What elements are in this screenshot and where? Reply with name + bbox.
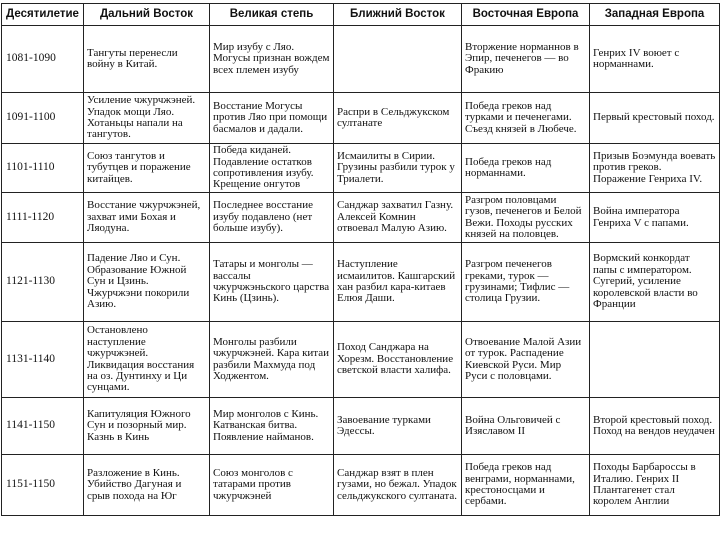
near-east-cell: Распри в Сельджукском султанате (334, 93, 462, 144)
far-east-cell: Остановлено наступление чжурчжэней. Ликвидация восстания на оз. Дунтинху и Ци сунцами. (84, 322, 210, 398)
eastern-europe-cell: Победа греков над турками и печенегами. Съезд князей в Любече. (462, 93, 590, 144)
western-europe-cell: Походы Барбароссы в Италию. Генрих II Плантагенет стал королем Англии (590, 455, 720, 516)
great-steppe-cell: Мир изубу с Ляо. Могусы признан вождем всех племен изубу (210, 26, 334, 93)
decade-cell: 1151-1150 (2, 455, 84, 516)
table-row (2, 398, 720, 455)
far-east-cell: Восстание чжурчжэней, захват ими Бохая и Ляодуна. (84, 193, 210, 243)
table-row (2, 26, 720, 93)
great-steppe-cell: Последнее восстание изубу подавлено (нет больше изубу). (210, 193, 334, 243)
great-steppe-cell: Победа киданей. Подавление остатков сопротивления изубу. Крещение онгутов (210, 144, 334, 193)
header-great-steppe: Великая степь (210, 4, 334, 26)
decade-cell: 1091-1100 (2, 93, 84, 144)
great-steppe-cell: Мир монголов с Кинь. Катванская битва. Появление найманов. (210, 398, 334, 455)
near-east-cell (334, 26, 462, 93)
eastern-europe-cell: Победа греков над венграми, норманнами, крестоносцами и сербами. (462, 455, 590, 516)
decade-cell: 1131-1140 (2, 322, 84, 398)
western-europe-cell: Призыв Боэмунда воевать против греков. Поражение Генриха IV. (590, 144, 720, 193)
far-east-cell: Разложение в Кинь. Убийство Дагуная и срыв похода на Юг (84, 455, 210, 516)
decade-cell: 1081-1090 (2, 26, 84, 93)
far-east-cell: Капитуляция Южного Сун и позорный мир. Казнь в Кинь (84, 398, 210, 455)
decade-cell: 1141-1150 (2, 398, 84, 455)
near-east-cell: Наступление исмаилитов. Кашгарский хан разбил кара-китаев Елюя Даши. (334, 243, 462, 322)
eastern-europe-cell: Победа греков над норманнами. (462, 144, 590, 193)
decade-cell: 1111-1120 (2, 193, 84, 243)
great-steppe-cell: Союз монголов с татарами против чжурчжэней (210, 455, 334, 516)
table-row (2, 193, 720, 243)
near-east-cell: Санджар захватил Газну. Алексей Комнин отвоевал Малую Азию. (334, 193, 462, 243)
far-east-cell: Усиление чжурчжэней. Упадок мощи Ляо. Хотаньцы напали на тангутов. (84, 93, 210, 144)
western-europe-cell (590, 322, 720, 398)
header-near-east: Ближний Восток (334, 4, 462, 26)
decade-cell: 1121-1130 (2, 243, 84, 322)
eastern-europe-cell: Отвоевание Малой Азии от турок. Распадение Киевской Руси. Мир Руси с половцами. (462, 322, 590, 398)
eastern-europe-cell: Война Ольговичей с Изяславом II (462, 398, 590, 455)
western-europe-cell: Первый крестовый поход. (590, 93, 720, 144)
table-row (2, 144, 720, 193)
table-row (2, 243, 720, 322)
header-row (2, 4, 720, 26)
eastern-europe-cell: Разгром половцами гузов, печенегов и Белой Вежи. Походы русских князей на половцев. (462, 193, 590, 243)
header-far-east: Дальний Восток (84, 4, 210, 26)
table-row (2, 455, 720, 516)
near-east-cell: Поход Санджара на Хорезм. Восстановление светской власти халифа. (334, 322, 462, 398)
far-east-cell: Союз тангутов и тубутцев и поражение китайцев. (84, 144, 210, 193)
table-row (2, 93, 720, 144)
header-decade: Десятилетие (2, 4, 84, 26)
western-europe-cell: Война императора Генриха V с папами. (590, 193, 720, 243)
table-row (2, 322, 720, 398)
header-eastern-europe: Восточная Европа (462, 4, 590, 26)
history-table (1, 3, 720, 516)
far-east-cell: Падение Ляо и Сун. Образование Южной Сун и Цзинь. Чжурчжэни покорили Азию. (84, 243, 210, 322)
great-steppe-cell: Монголы разбили чжурчжэней. Кара китаи разбили Махмуда под Ходжентом. (210, 322, 334, 398)
great-steppe-cell: Восстание Могусы против Ляо при помощи басмалов и дадали. (210, 93, 334, 144)
near-east-cell: Исмаилиты в Сирии. Грузины разбили турок у Триалети. (334, 144, 462, 193)
header-western-europe: Западная Европа (590, 4, 720, 26)
western-europe-cell: Генрих IV воюет с норманнами. (590, 26, 720, 93)
eastern-europe-cell: Вторжение норманнов в Эпир, печенегов — во Фракию (462, 26, 590, 93)
near-east-cell: Завоевание турками Эдессы. (334, 398, 462, 455)
great-steppe-cell: Татары и монголы — вассалы чжурчжэньского царства Кинь (Цзинь). (210, 243, 334, 322)
near-east-cell: Санджар взят в плен гузами, но бежал. Упадок сельджукского султаната. (334, 455, 462, 516)
decade-cell: 1101-1110 (2, 144, 84, 193)
eastern-europe-cell: Разгром печенегов греками, турок — грузинами; Тифлис — столица Грузии. (462, 243, 590, 322)
western-europe-cell: Второй крестовый поход. Поход на вендов неудачен (590, 398, 720, 455)
western-europe-cell: Вормский конкордат папы с императором. Сугерий, усиление королевской власти во Франции (590, 243, 720, 322)
far-east-cell: Тангуты перенесли войну в Китай. (84, 26, 210, 93)
